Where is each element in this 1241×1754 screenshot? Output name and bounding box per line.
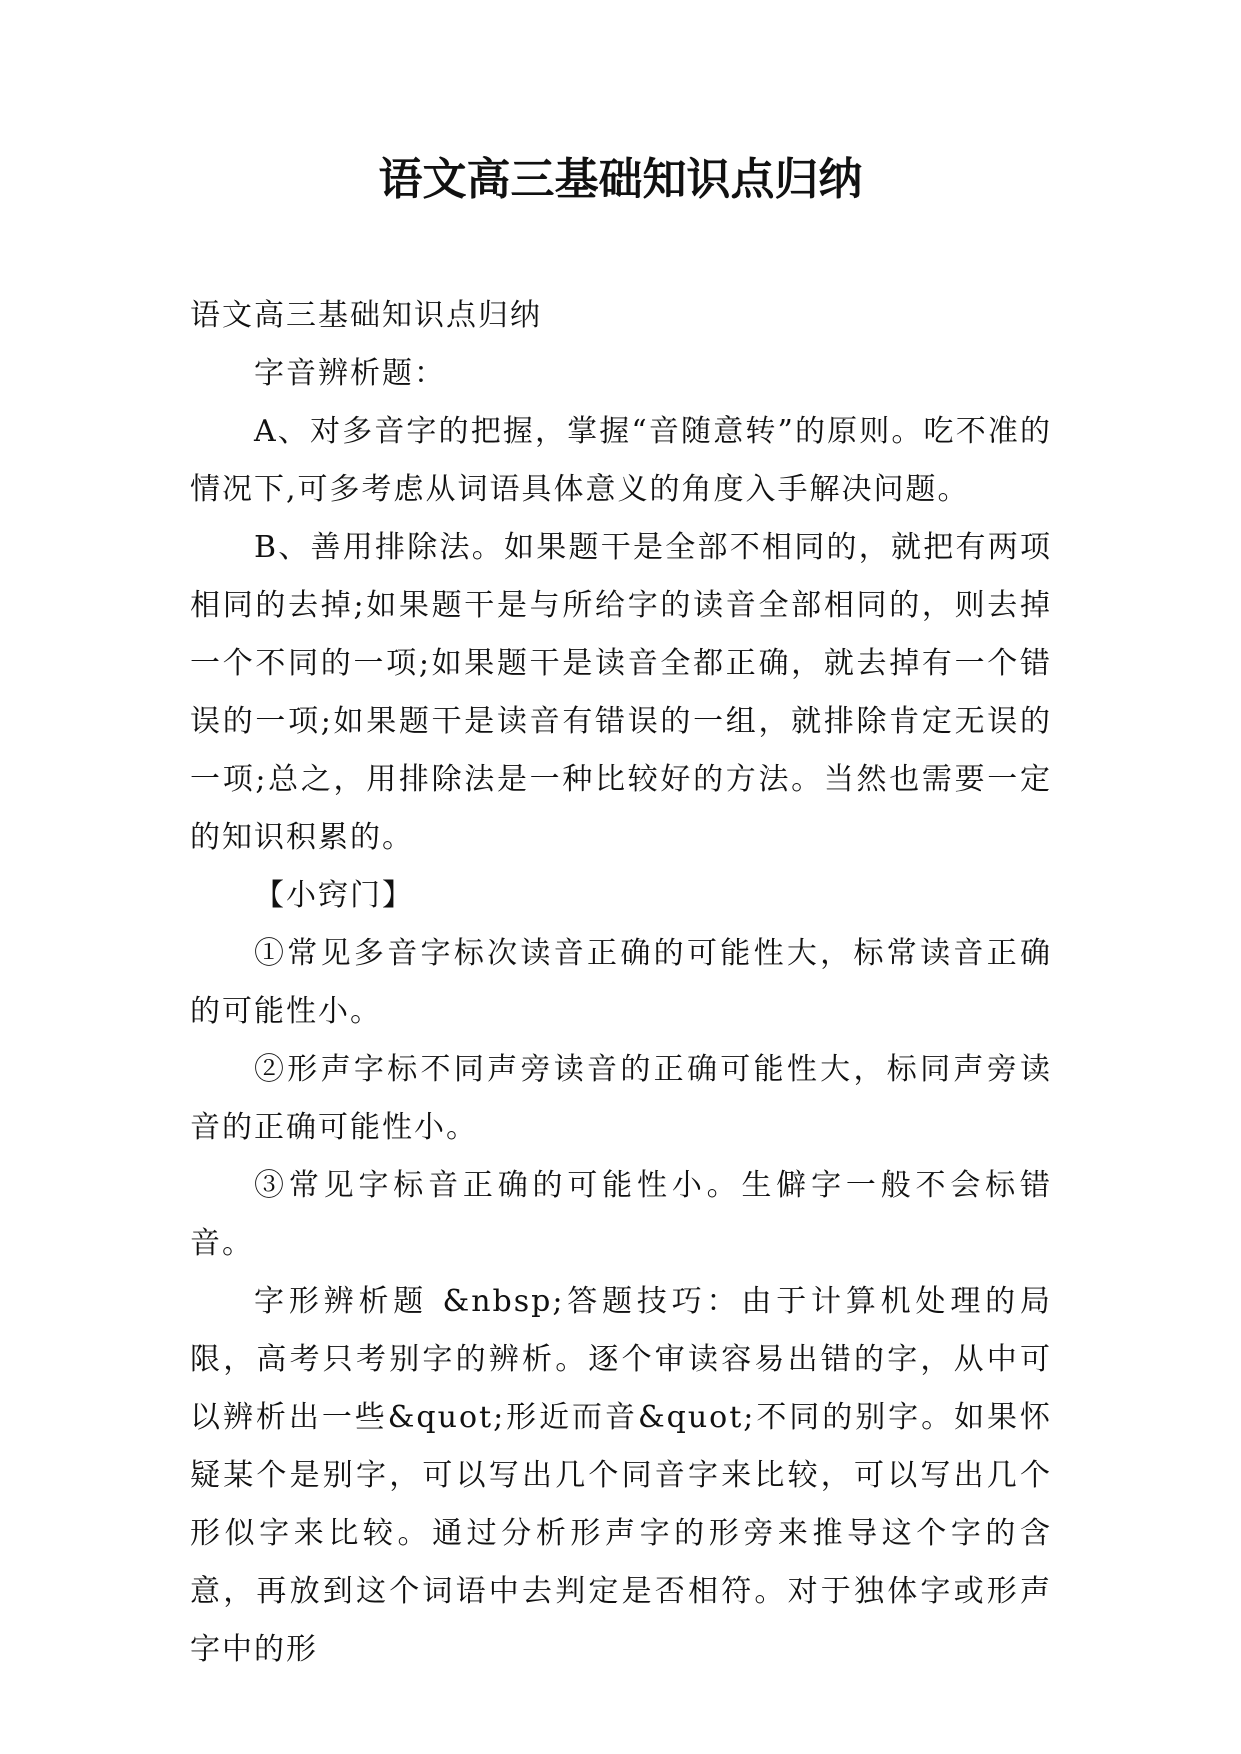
tips-heading: 【小窍门】 xyxy=(254,878,414,913)
paragraph-b: B、善用排除法。如果题干是全部不相同的，就把有两项相同的去掉;如果题干是与所给字的读音全部相同的，则去掉一个不同的一项;如果题干是读音全都正确，就去掉有一个错误的一项;如果题干是读音有错误的一组，就排除肯定无误的一项;总之，用排除法是一种比较好的方法。当然也需要一定的知识积累的。 xyxy=(190,530,1052,855)
paragraph-glyph-analysis: 字形辨析题 &nbsp;答题技巧：由于计算机处理的局限，高考只考别字的辨析。逐个审读容易出错的字，从中可以辨析出一些&quot;形近而音&quot;不同的别字。如果怀疑某个是别字，可以写出几个同音字来比较，可以写出几个形似字来比较。通过分析形声字的形旁来推导这个字的含意，再放到这个词语中去判定是否相符。对于独体字或形声字中的形 xyxy=(190,1284,1052,1667)
tip-2: ②形声字标不同声旁读音的正确可能性大，标同声旁读音的正确可能性小。 xyxy=(190,1052,1052,1145)
document-body xyxy=(190,287,1052,1679)
section-heading-pronunciation: 字音辨析题： xyxy=(254,356,446,391)
document-title: 语文高三基础知识点归纳 xyxy=(378,154,863,205)
body-heading: 语文高三基础知识点归纳 xyxy=(190,298,542,333)
tip-3: ③常见字标音正确的可能性小。生僻字一般不会标错音。 xyxy=(190,1168,1052,1261)
tip-1: ①常见多音字标次读音正确的可能性大，标常读音正确的可能性小。 xyxy=(190,936,1052,1029)
paragraph-a: A、对多音字的把握，掌握“音随意转”的原则。吃不准的情况下,可多考虑从词语具体意义的角度入手解决问题。 xyxy=(190,414,1052,507)
